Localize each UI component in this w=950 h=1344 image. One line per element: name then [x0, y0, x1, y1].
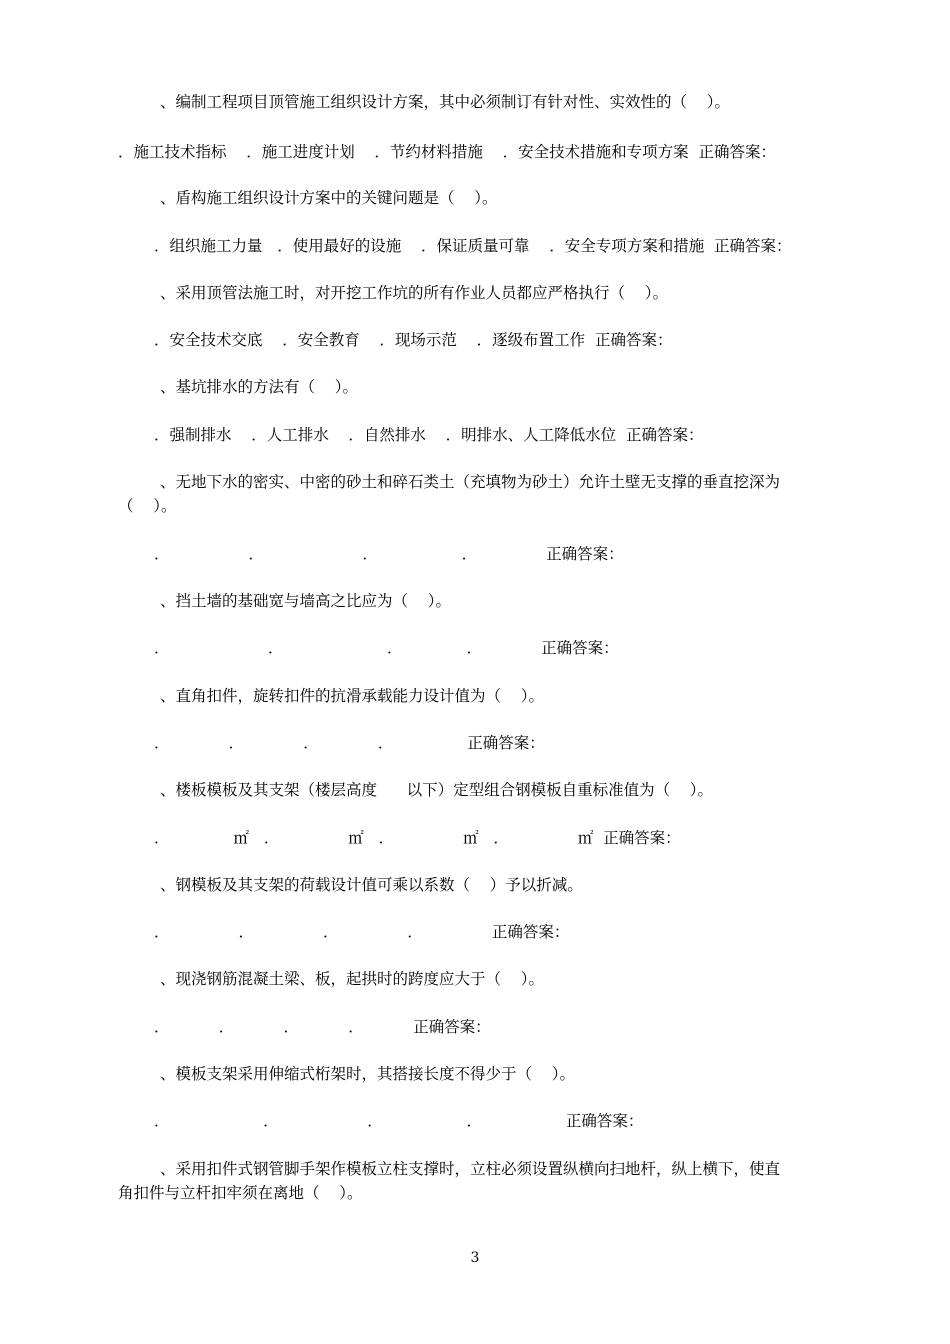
- question-4-text: 、基坑排水的方法有（ ）。: [160, 378, 358, 396]
- question-1-text: 、编制工程项目顶管施工组织设计方案，其中必须制订有针对性、实效性的（ ）。: [160, 93, 730, 111]
- question-8-text: 、楼板模板及其支架（楼层高度 以下）定型组合钢模板自重标准值为（ ）。: [160, 781, 714, 799]
- question-10-text: 、现浇钢筋混凝土梁、板，起拱时的跨度应大于（ ）。: [160, 970, 544, 988]
- question-3-options: ．安全技术交底 ．安全教育 ．现场示范 ．逐级布置工作 正确答案：: [154, 331, 673, 349]
- question-5-options: ． ． ． ． 正确答案：: [154, 545, 624, 563]
- question-8-options: ． ㎡ ． ㎡ ． ㎡ ． ㎡ 正确答案：: [154, 829, 681, 847]
- question-2-options: ．组织施工力量 ．使用最好的设施 ．保证质量可靠 ．安全专项方案和措施 正确答案：: [154, 237, 792, 255]
- question-5-text: 、无地下水的密实、中密的砂土和碎石类土（充填物为砂土）允许土壁无支撑的垂直挖深为: [160, 473, 781, 491]
- question-10-options: ． ． ． ． 正确答案：: [154, 1018, 491, 1036]
- question-2-text: 、盾构施工组织设计方案中的关键问题是（ ）。: [160, 189, 498, 207]
- question-6-text: 、挡土墙的基础宽与墙高之比应为（ ）。: [160, 592, 451, 610]
- question-1-options: ．施工技术指标 ．施工进度计划 ．节约材料措施 ．安全技术措施和专项方案 正确答案：: [118, 143, 776, 161]
- question-12-text-cont: 角扣件与立杆扣牢须在离地（ ）。: [118, 1184, 363, 1202]
- question-11-options: ． ． ． ． 正确答案：: [154, 1112, 644, 1130]
- question-12-text: 、采用扣件式钢管脚手架作模板立柱支撑时，立柱必须设置纵横向扫地杆，纵上横下，使直: [160, 1160, 781, 1178]
- question-11-text: 、模板支架采用伸缩式桁架时，其搭接长度不得少于（ ）。: [160, 1065, 575, 1083]
- question-6-options: ． ． ． ． 正确答案：: [154, 639, 619, 657]
- question-7-options: ． ． ． ． 正确答案：: [154, 734, 545, 752]
- page-number: 3: [470, 1250, 480, 1266]
- question-3-text: 、采用顶管法施工时，对开挖工作坑的所有作业人员都应严格执行（ ）。: [160, 284, 668, 302]
- question-9-text: 、钢模板及其支架的荷载设计值可乘以系数（ ）予以折减。: [160, 876, 583, 894]
- question-7-text: 、直角扣件，旋转扣件的抗滑承载能力设计值为（ ）。: [160, 687, 544, 705]
- question-9-options: ． ． ． ． 正确答案：: [154, 923, 570, 941]
- question-5-text-cont: （ ）。: [118, 497, 177, 515]
- question-4-options: ．强制排水 ．人工排水 ．自然排水 ．明排水、人工降低水位 正确答案：: [154, 426, 704, 444]
